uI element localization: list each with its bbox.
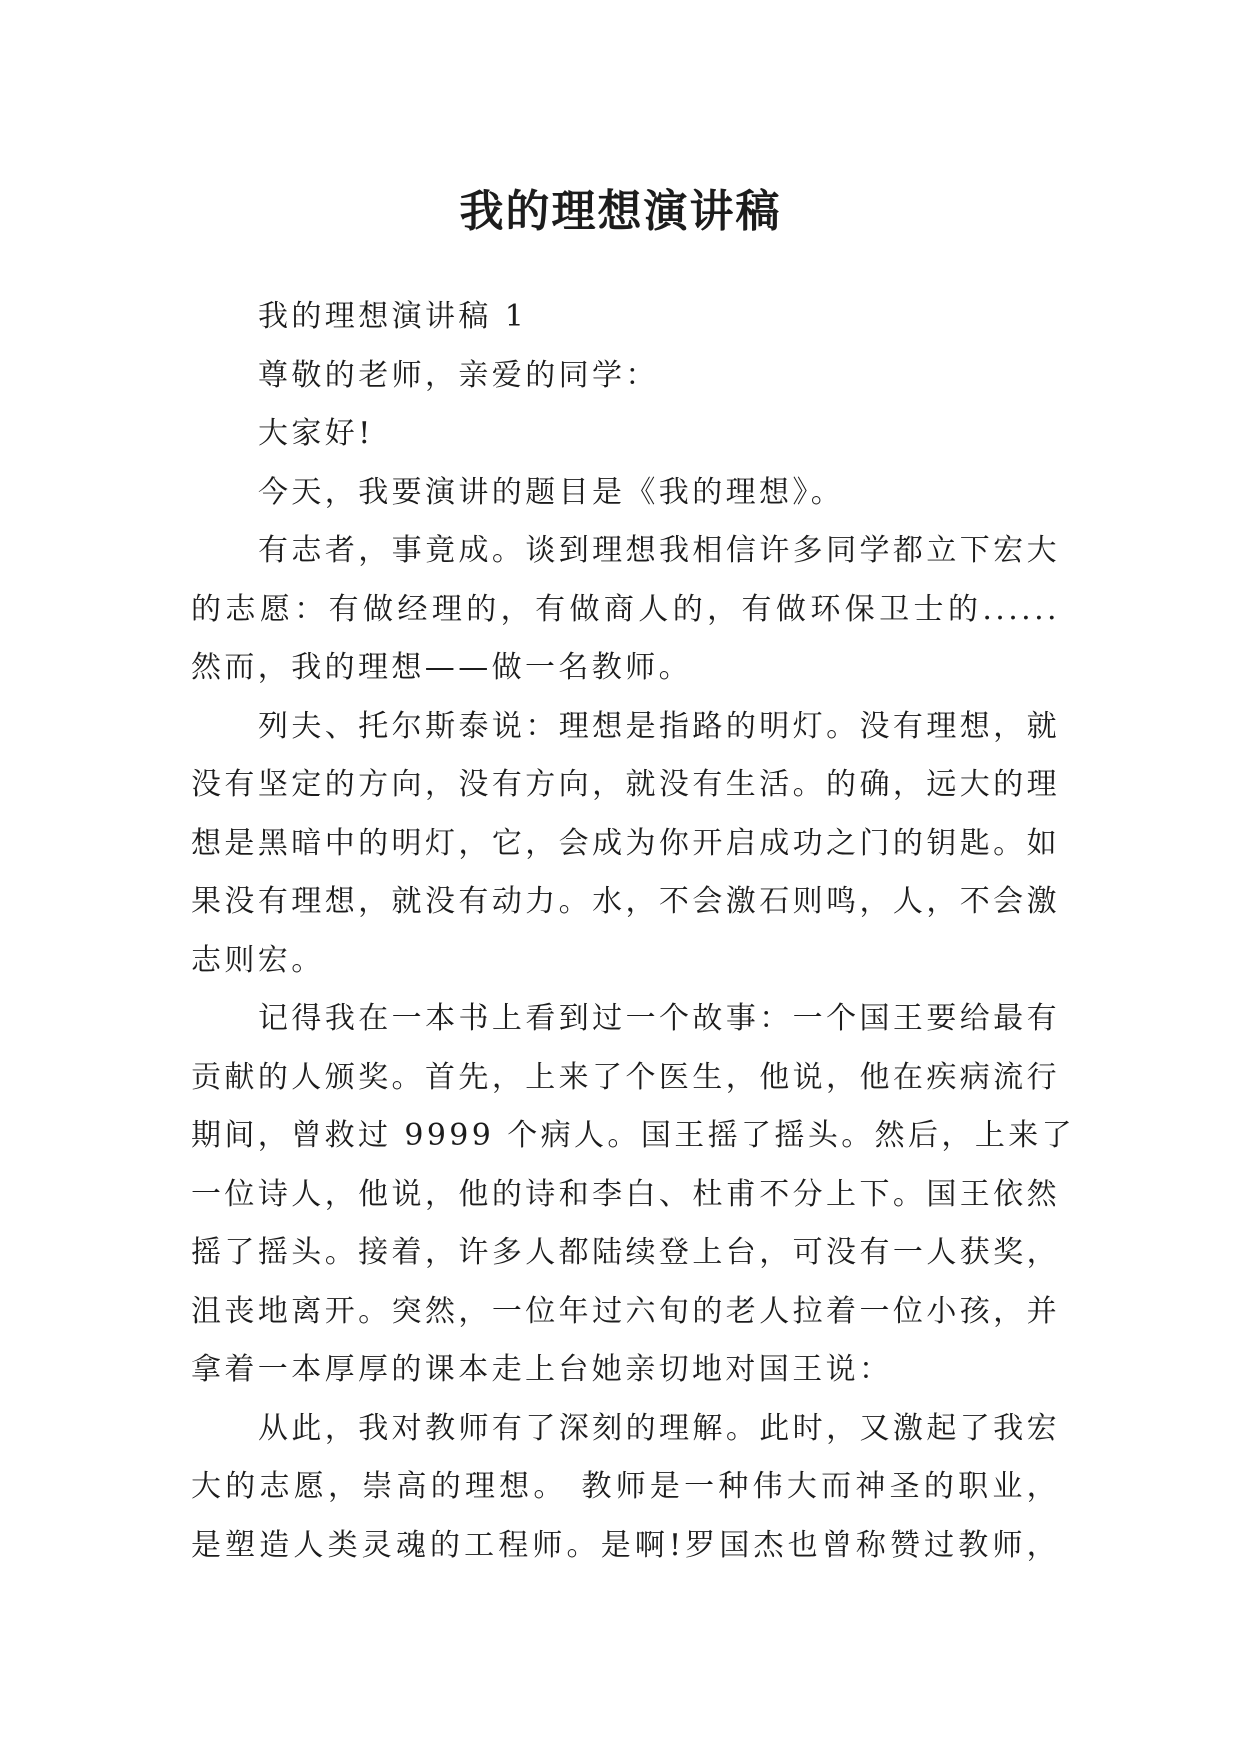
text-line: 的志愿：有做经理的，有做商人的，有做环保卫士的...... [191,591,1060,627]
paragraph-greeting [191,405,1060,464]
text-line: 没有坚定的方向，没有方向，就没有生活。的确，远大的理 [191,767,1060,802]
text-line: 想是黑暗中的明灯，它，会成为你开启成功之门的钥匙。如 [191,825,1060,861]
text-line: 志则宏。 [191,942,325,978]
text-line: 一位诗人，他说，他的诗和李白、杜甫不分上下。国王依然 [191,1176,1060,1212]
paragraph [191,522,1060,698]
text-line: 列夫、托尔斯泰说：理想是指路的明灯。没有理想，就 [258,708,1060,744]
paragraph-salutation [191,347,1060,406]
text-line: 贡献的人颁奖。首先，上来了个医生，他说，他在疾病流行 [191,1059,1060,1095]
text-line: 有志者，事竟成。谈到理想我相信许多同学都立下宏大 [258,533,1060,568]
text-line: 摇了摇头。接着，许多人都陆续登上台，可没有一人获奖， [191,1235,1060,1270]
text-line: 尊敬的老师，亲爱的同学： [258,357,659,393]
paragraph [191,698,1060,991]
paragraph-heading [191,288,1060,347]
paragraph [191,1400,1060,1576]
text-line: 大家好! [258,416,374,451]
text-line: 沮丧地离开。突然，一位年过六旬的老人拉着一位小孩，并 [191,1293,1060,1329]
text-line: 果没有理想，就没有动力。水，不会激石则鸣，人，不会激 [191,884,1060,919]
text-line: 从此，我对教师有了深刻的理解。此时，又激起了我宏 [258,1410,1060,1446]
paragraph-topic [191,464,1060,523]
text-line: 记得我在一本书上看到过一个故事：一个国王要给最有 [258,1001,1060,1036]
document-body [191,288,1076,1575]
text-line: 大的志愿，崇高的理想。 教师是一种伟大而神圣的职业， [191,1469,1060,1504]
text-line: 期间，曾救过 9999 个病人。国王摇了摇头。然后，上来了 [191,1118,1076,1153]
text-line: 是塑造人类灵魂的工程师。是啊!罗国杰也曾称赞过教师， [191,1527,1060,1563]
document-title: 我的理想演讲稿 [459,186,782,238]
paragraph [191,990,1076,1400]
text-line: 拿着一本厚厚的课本走上台她亲切地对国王说： [191,1352,893,1387]
text-line: 今天，我要演讲的题目是《我的理想》。 [258,474,845,510]
text-line: 我的理想演讲稿 1 [258,299,528,334]
text-line: 然而，我的理想——做一名教师。 [191,650,692,685]
